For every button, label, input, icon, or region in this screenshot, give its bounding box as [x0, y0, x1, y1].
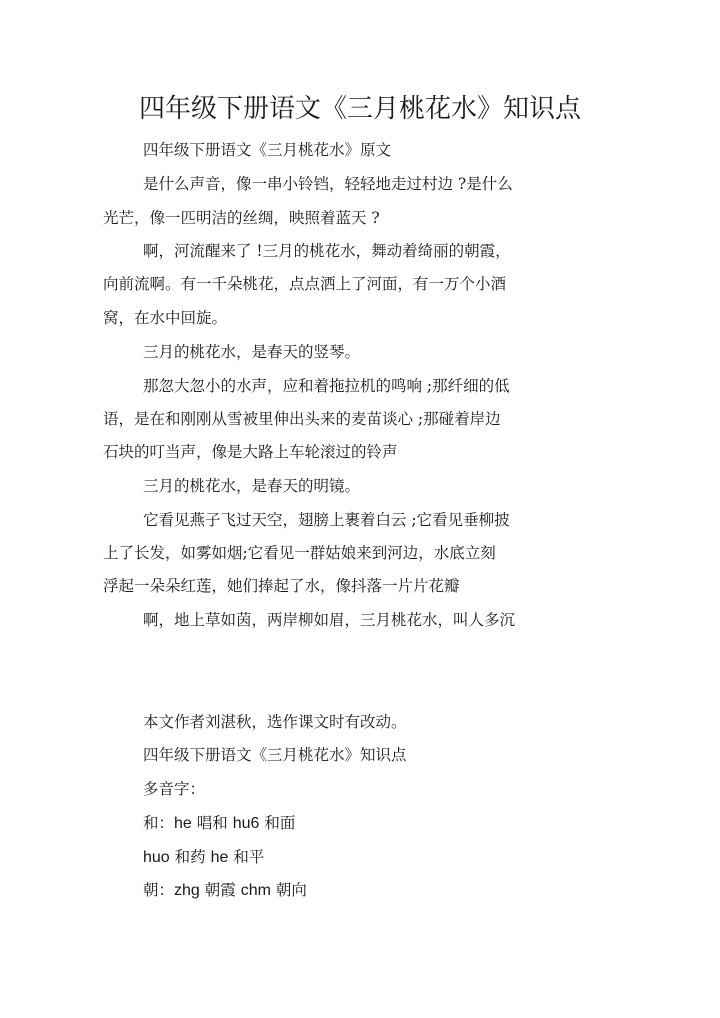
- paragraph-line: 它看见燕子飞过天空，翅膀上裹着白云 ;它看见垂柳披: [143, 511, 510, 529]
- polyphone-row: [143, 847, 264, 868]
- polyphone-heading: 多音字：: [143, 780, 206, 798]
- pinyin: he: [174, 815, 192, 832]
- polyphone-word: 和药: [174, 848, 206, 866]
- polyphone-row: [143, 813, 295, 834]
- paragraph-line: 是什么声音，像一串小铃铛，轻轻地走过村边 ?是什么: [143, 175, 513, 193]
- section-heading-knowledge: 四年级下册语文《三月桃花水》知识点: [143, 746, 407, 764]
- paragraph-line: 语，是在和刚刚从雪被里伸出头来的麦苗谈心 ;那碰着岸边: [103, 410, 501, 428]
- paragraph-line: 三月的桃花水，是春天的明镜。: [143, 477, 361, 495]
- pinyin: zhg: [174, 882, 200, 899]
- paragraph-line: 光芒，像一匹明洁的丝绸，映照着蓝天 ?: [103, 209, 380, 227]
- polyphone-word: 朝霞: [204, 881, 236, 899]
- document-title: 四年级下册语文《三月桃花水》知识点: [138, 94, 581, 124]
- polyphone-prefix: 和：: [143, 814, 175, 832]
- pinyin: huo: [143, 849, 170, 866]
- polyphone-word: 唱和: [196, 814, 228, 832]
- polyphone-word: 和平: [233, 848, 265, 866]
- pinyin: he: [210, 849, 229, 866]
- pinyin: chm: [240, 882, 271, 899]
- pinyin: hu6: [232, 815, 260, 832]
- polyphone-word: 朝向: [275, 881, 307, 899]
- paragraph-line: 向前流啊。有一千朵桃花，点点洒上了河面，有一万个小酒: [103, 275, 507, 293]
- paragraph-line: 三月的桃花水，是春天的竖琴。: [143, 343, 361, 361]
- author-note: 本文作者刘湛秋，选作课文时有改动。: [143, 713, 407, 731]
- section-heading-original: 四年级下册语文《三月桃花水》原文: [143, 141, 392, 159]
- polyphone-word: 和面: [264, 814, 296, 832]
- paragraph-line: 啊，河流醒来了 !三月的桃花水，舞动着绮丽的朝霞，: [143, 242, 511, 260]
- paragraph-line: 石块的叮当声，像是大路上车轮滚过的铃声: [103, 443, 398, 461]
- paragraph-line: 上了长发，如雾如烟;它看见一群姑娘来到河边，水底立刻: [103, 544, 496, 562]
- paragraph-line: 啊，地上草如茵，两岸柳如眉，三月桃花水，叫人多沉: [143, 611, 516, 629]
- paragraph-line: 浮起一朵朵红莲，她们捧起了水，像抖落一片片花瓣: [103, 577, 460, 595]
- polyphone-prefix: 朝：: [143, 881, 175, 899]
- polyphone-row: [143, 880, 307, 901]
- paragraph-line: 那忽大忽小的水声，应和着拖拉机的鸣响 ;那纤细的低: [143, 377, 510, 395]
- paragraph-line: 窝，在水中回旋。: [103, 309, 228, 327]
